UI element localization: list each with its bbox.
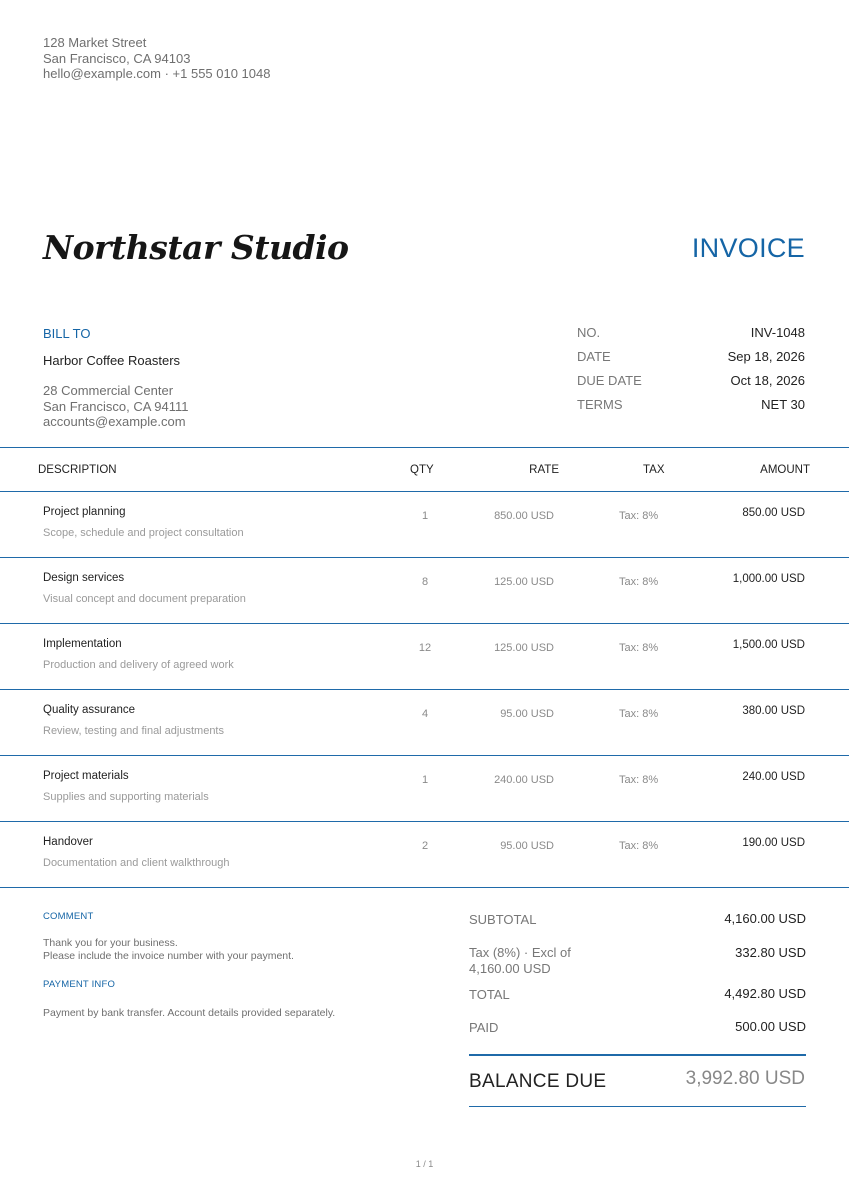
item-name: Project planning bbox=[43, 506, 126, 518]
subtotal-row bbox=[469, 912, 806, 945]
comment-text bbox=[43, 937, 294, 963]
total-label: TOTAL bbox=[469, 987, 510, 1002]
item-amount: 190.00 USD bbox=[742, 837, 805, 849]
document-title: INVOICE bbox=[691, 233, 805, 263]
item-tax: Tax: 8% bbox=[619, 708, 659, 720]
totals-summary bbox=[469, 912, 806, 1040]
table-row bbox=[0, 822, 849, 887]
line-items-table bbox=[0, 447, 849, 888]
item-amount: 850.00 USD bbox=[742, 507, 805, 519]
payment-info-text: Payment by bank transfer. Account details provided separately. bbox=[43, 1007, 336, 1019]
sender-contact: hello@example.com · +1 555 010 1048 bbox=[43, 66, 271, 81]
tax-label-line: 4,160.00 USD bbox=[469, 961, 551, 976]
item-tax: Tax: 8% bbox=[619, 774, 659, 786]
paid-row bbox=[469, 1020, 806, 1040]
tax-label bbox=[469, 945, 571, 976]
table-row bbox=[0, 690, 849, 755]
page-number: 1 / 1 bbox=[415, 1159, 434, 1169]
item-name: Quality assurance bbox=[43, 704, 136, 716]
column-header-amount: AMOUNT bbox=[760, 464, 810, 476]
paid-label: PAID bbox=[469, 1020, 499, 1035]
invoice-meta bbox=[577, 325, 805, 421]
item-amount: 240.00 USD bbox=[742, 771, 805, 783]
tax-value: 332.80 USD bbox=[735, 945, 806, 960]
item-name: Project materials bbox=[43, 770, 129, 782]
payment-terms: NET 30 bbox=[761, 397, 805, 412]
subtotal-value: 4,160.00 USD bbox=[724, 911, 806, 926]
item-rate: 95.00 USD bbox=[500, 840, 554, 852]
meta-label: TERMS bbox=[577, 397, 623, 412]
item-qty: 12 bbox=[418, 642, 432, 654]
invoice-number: INV-1048 bbox=[750, 325, 805, 340]
subtotal-label: SUBTOTAL bbox=[469, 912, 537, 927]
bill-to-heading: BILL TO bbox=[43, 326, 91, 341]
item-description: Review, testing and final adjustments bbox=[43, 725, 224, 737]
sender-city: San Francisco, CA 94103 bbox=[43, 50, 191, 66]
column-header-rate: RATE bbox=[529, 464, 559, 476]
table-row bbox=[0, 756, 849, 821]
client-address bbox=[43, 383, 189, 430]
item-qty: 2 bbox=[421, 840, 429, 852]
balance-divider bbox=[469, 1054, 806, 1056]
item-description: Production and delivery of agreed work bbox=[43, 659, 234, 671]
item-name: Design services bbox=[43, 572, 125, 584]
meta-row-terms bbox=[577, 397, 805, 421]
meta-label: DATE bbox=[577, 349, 611, 364]
paid-value: 500.00 USD bbox=[735, 1019, 806, 1034]
table-row bbox=[0, 624, 849, 689]
item-tax: Tax: 8% bbox=[619, 840, 659, 852]
client-email: accounts@example.com bbox=[43, 414, 186, 429]
item-name: Handover bbox=[43, 836, 93, 848]
table-header bbox=[0, 448, 849, 491]
item-name: Implementation bbox=[43, 638, 122, 650]
table-row bbox=[0, 558, 849, 623]
balance-due-value: 3,992.80 USD bbox=[685, 1068, 805, 1089]
item-qty: 1 bbox=[421, 774, 429, 786]
meta-label: NO. bbox=[577, 325, 601, 340]
invoice-date: Sep 18, 2026 bbox=[727, 349, 805, 364]
sender-street: 128 Market Street bbox=[43, 35, 147, 50]
item-tax: Tax: 8% bbox=[619, 576, 659, 588]
item-rate: 125.00 USD bbox=[494, 576, 554, 588]
table-divider bbox=[0, 887, 849, 888]
client-city: San Francisco, CA 94111 bbox=[43, 398, 189, 414]
meta-row-number bbox=[577, 325, 805, 349]
column-header-qty: QTY bbox=[410, 464, 434, 476]
comment-heading: COMMENT bbox=[43, 911, 94, 922]
item-description: Visual concept and document preparation bbox=[43, 593, 246, 605]
balance-divider bbox=[469, 1106, 806, 1107]
item-description: Documentation and client walkthrough bbox=[43, 857, 230, 869]
meta-label: DUE DATE bbox=[577, 373, 642, 388]
meta-row-date bbox=[577, 349, 805, 373]
balance-due-label: BALANCE DUE bbox=[469, 1071, 607, 1092]
item-rate: 125.00 USD bbox=[494, 642, 554, 654]
column-header-tax: TAX bbox=[643, 464, 665, 476]
item-qty: 8 bbox=[421, 576, 429, 588]
item-amount: 1,000.00 USD bbox=[732, 573, 805, 585]
meta-row-due-date bbox=[577, 373, 805, 397]
client-name: Harbor Coffee Roasters bbox=[43, 353, 181, 368]
item-qty: 1 bbox=[421, 510, 429, 522]
item-tax: Tax: 8% bbox=[619, 510, 659, 522]
item-rate: 850.00 USD bbox=[494, 510, 554, 522]
item-description: Scope, schedule and project consultation bbox=[43, 527, 244, 539]
item-qty: 4 bbox=[421, 708, 429, 720]
table-row bbox=[0, 492, 849, 557]
client-street: 28 Commercial Center bbox=[43, 383, 174, 398]
comment-line: Please include the invoice number with your payment. bbox=[43, 950, 294, 962]
item-amount: 1,500.00 USD bbox=[732, 639, 805, 651]
item-rate: 240.00 USD bbox=[494, 774, 554, 786]
item-description: Supplies and supporting materials bbox=[43, 791, 209, 803]
total-value: 4,492.80 USD bbox=[724, 986, 806, 1001]
column-header-description: DESCRIPTION bbox=[38, 464, 117, 476]
tax-label-line: Tax (8%) · Excl of bbox=[469, 945, 571, 960]
comment-line: Thank you for your business. bbox=[43, 937, 178, 949]
item-amount: 380.00 USD bbox=[742, 705, 805, 717]
item-rate: 95.00 USD bbox=[500, 708, 554, 720]
tax-row bbox=[469, 945, 806, 987]
brand-name: Northstar Studio bbox=[43, 228, 349, 267]
payment-info-heading: PAYMENT INFO bbox=[43, 979, 116, 990]
due-date: Oct 18, 2026 bbox=[730, 373, 805, 388]
sender-address bbox=[43, 35, 270, 82]
total-row bbox=[469, 987, 806, 1020]
item-tax: Tax: 8% bbox=[619, 642, 659, 654]
